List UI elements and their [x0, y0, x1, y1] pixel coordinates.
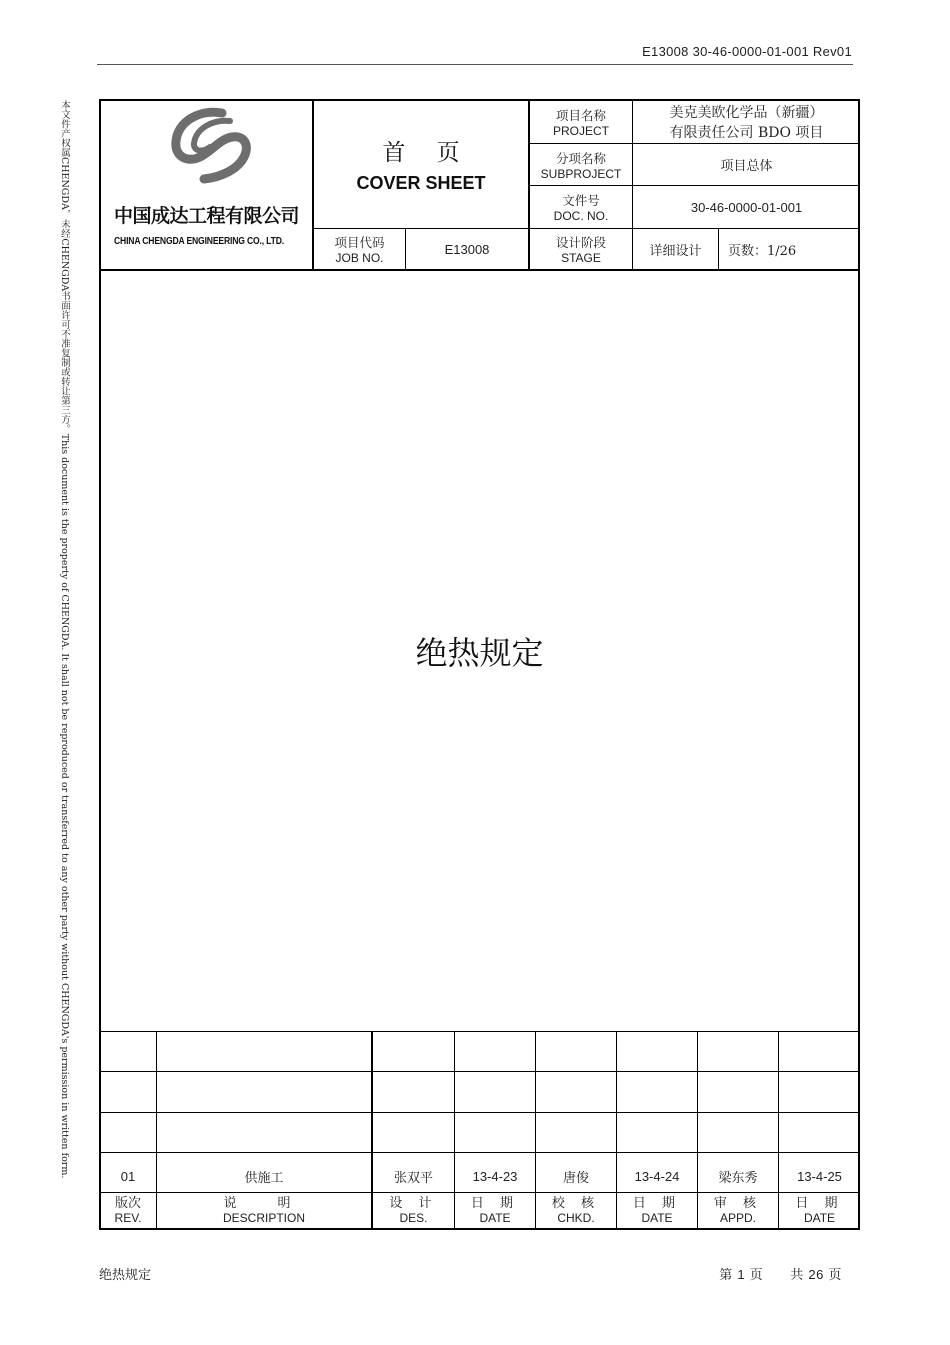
job-no-label — [314, 229, 405, 269]
cover-title-cell — [314, 100, 528, 228]
page-count-text: 页数：1/26 — [728, 243, 797, 259]
label-description-cn: 说 明 — [223, 1196, 305, 1211]
label-date-2 — [617, 1193, 697, 1229]
label-date-3-en: DATE — [803, 1211, 836, 1225]
revision-approve-date: 13-4-25 — [797, 1168, 842, 1184]
label-description — [157, 1193, 371, 1229]
job-no-value — [406, 229, 528, 269]
revision-design-date: 13-4-23 — [472, 1168, 518, 1184]
subproject-label-cn: 分项名称 — [555, 150, 606, 166]
subproject-value-text: 项目总体 — [720, 159, 773, 174]
footer-page-current: 1 — [737, 1267, 746, 1282]
company-name-cn: 中国成达工程有限公司 — [114, 205, 300, 227]
document-title: 绝热规定 — [415, 634, 544, 672]
revision-check-date: 13-4-24 — [634, 1168, 680, 1184]
revision-table-rule — [100, 1071, 860, 1072]
project-label-en: PROJECT — [552, 123, 609, 138]
revision-designer: 张双平 — [393, 1170, 433, 1186]
label-designer — [373, 1193, 454, 1229]
company-name-en: CHINA CHENGDA ENGINEERING CO., LTD. — [114, 236, 284, 247]
label-rev — [100, 1193, 156, 1229]
label-designer-cn: 设 计 — [389, 1196, 438, 1211]
copyright-side-note: 本文件产权属CHENGDA，未经CHENGDA书面许可不准复制或转让第三方。This document is the property of CHENGDA. It shall not be reproduced or transferred to any other party without CHENGDA's permission in written form. — [59, 100, 70, 1179]
revision-description: 供施工 — [244, 1170, 284, 1186]
footer-page-total: 26 — [808, 1267, 824, 1282]
label-checker-en: CHKD. — [557, 1211, 595, 1225]
stage-label-en: STAGE — [561, 251, 601, 265]
project-label — [530, 100, 632, 143]
footer-page-number — [719, 1264, 842, 1283]
doc-no-value — [633, 186, 860, 228]
footer-page-suffix: 页 — [828, 1268, 842, 1283]
label-date-2-en: DATE — [641, 1211, 673, 1225]
label-date-2-cn: 日 期 — [632, 1196, 682, 1211]
revision-table-rule — [100, 1031, 860, 1032]
revision-number: 01 — [120, 1168, 136, 1184]
label-checker-cn: 校 核 — [551, 1196, 601, 1211]
cover-title-cn: 首 页 — [382, 140, 472, 166]
job-no-label-en: JOB NO. — [335, 251, 384, 265]
subproject-value — [633, 144, 860, 185]
label-checker — [536, 1193, 616, 1229]
label-approver-cn: 审 核 — [713, 1196, 763, 1211]
project-value-line1: 美克美欧化学品（新疆） — [669, 104, 824, 121]
label-approver — [698, 1193, 778, 1229]
stage-value — [633, 229, 718, 269]
header-rule — [97, 64, 853, 65]
header-reference: E13008 30-46-0000-01-001 Rev01 — [642, 44, 852, 59]
label-description-en: DESCRIPTION — [222, 1211, 305, 1225]
revision-checker: 唐俊 — [562, 1170, 589, 1186]
label-date-3-cn: 日 期 — [795, 1196, 844, 1211]
label-designer-en: DES. — [399, 1211, 428, 1225]
footer-document-name: 绝热规定 — [99, 1268, 152, 1283]
footer-page-prefix: 第 — [719, 1268, 733, 1283]
footer-page-mid: 页 共 — [749, 1268, 804, 1283]
project-label-cn: 项目名称 — [555, 107, 606, 123]
title-block-bottom — [100, 269, 860, 271]
label-date-1-cn: 日 期 — [470, 1196, 520, 1211]
doc-no-text: 30-46-0000-01-001 — [690, 199, 803, 215]
label-rev-cn: 版次 — [114, 1196, 141, 1211]
revision-table-rule — [100, 1112, 860, 1113]
project-value-line2: 有限责任公司 BDO 项目 — [669, 124, 824, 141]
doc-no-label-cn: 文件号 — [562, 193, 600, 208]
label-approver-en: APPD. — [719, 1211, 756, 1225]
stage-label-cn: 设计阶段 — [555, 235, 606, 250]
label-date-3 — [779, 1193, 860, 1229]
revision-table-rule — [100, 1152, 860, 1153]
label-date-1 — [455, 1193, 535, 1229]
subproject-label — [530, 144, 632, 185]
project-value — [633, 100, 860, 143]
job-no-label-cn: 项目代码 — [334, 235, 385, 250]
doc-no-label-en: DOC. NO. — [553, 209, 609, 223]
stage-value-text: 详细设计 — [649, 243, 702, 259]
job-no-text: E13008 — [444, 241, 490, 257]
stage-label — [530, 229, 632, 269]
doc-no-label — [530, 186, 632, 228]
label-date-1-en: DATE — [479, 1211, 511, 1225]
company-logo-icon — [160, 107, 255, 187]
subproject-label-en: SUBPROJECT — [540, 166, 622, 181]
label-rev-en: REV. — [114, 1211, 142, 1225]
revision-approver: 梁东秀 — [718, 1170, 758, 1186]
page-count — [719, 229, 860, 269]
cover-title-en: COVER SHEET — [356, 173, 486, 193]
